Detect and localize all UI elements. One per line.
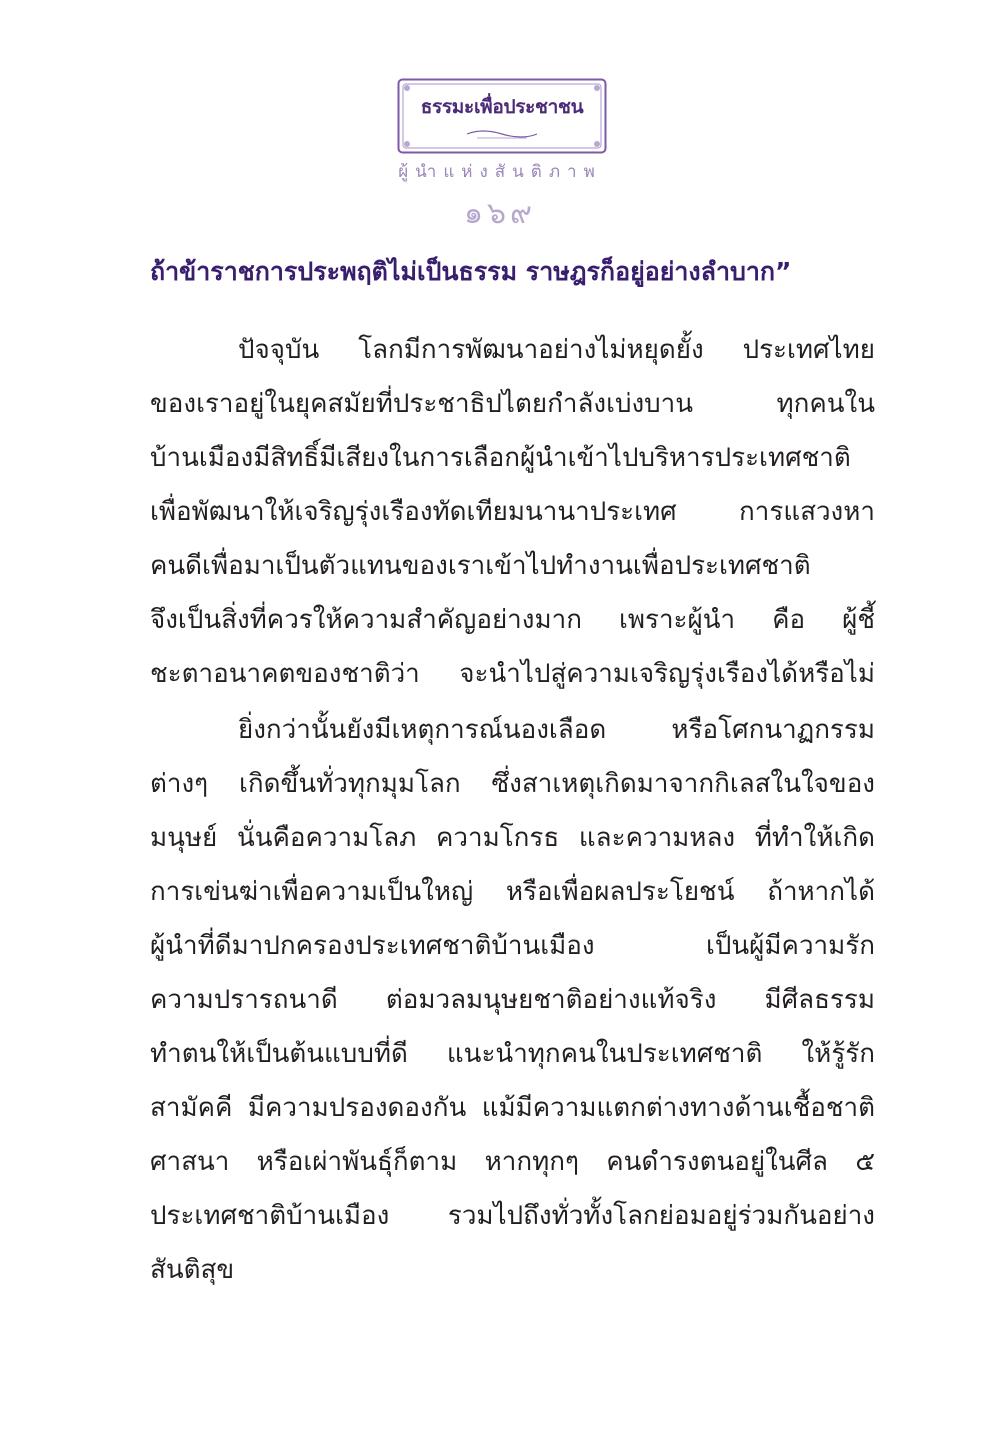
book-logo: [397, 78, 607, 154]
paragraph-line: ปัจจุบัน โลกมีการพัฒนาอย่างไม่หยุดยั้ง ประเทศไทย: [238, 335, 875, 365]
paragraph-line: สามัคคี มีความปรองดองกัน แม้มีความแตกต่างทางด้านเชื้อชาติ: [150, 1093, 875, 1123]
paragraph-line: ผู้นำที่ดีมาปกครองประเทศชาติบ้านเมือง เป็นผู้มีความรัก: [150, 931, 875, 961]
paragraph-line: ยิ่งกว่านั้นยังมีเหตุการณ์นองเลือด หรือโศกนาฏกรรม: [238, 715, 875, 745]
paragraph-line: จึงเป็นสิ่งที่ควรให้ความสำคัญอย่างมาก เพราะผู้นำ คือ ผู้ชี้: [150, 605, 875, 635]
paragraph-line: ชะตาอนาคตของชาติว่า จะนำไปสู่ความเจริญรุ่งเรืองได้หรือไม่: [150, 659, 875, 689]
paragraph-line: คนดีเพื่อมาเป็นตัวแทนของเราเข้าไปทำงานเพื่อประเทศชาติ: [150, 551, 811, 581]
quote-heading: ถ้าข้าราชการประพฤติไม่เป็นธรรม ราษฎรก็อยู่อย่างลำบาก”: [150, 257, 792, 286]
paragraph-2: [150, 703, 875, 1297]
paragraph-line: ต่างๆ เกิดขึ้นทั่วทุกมุมโลก ซึ่งสาเหตุเกิดมาจากกิเลสในใจของ: [150, 769, 875, 799]
paragraph-line: ของเราอยู่ในยุคสมัยที่ประชาธิปไตยกำลังเบ่งบาน ทุกคนใน: [150, 389, 875, 419]
paragraph-line: ทำตนให้เป็นต้นแบบที่ดี แนะนำทุกคนในประเทศชาติ ให้รู้รัก: [150, 1039, 875, 1069]
logo-title: ธรรมะเพื่อประชาชน: [420, 96, 584, 118]
paragraph-line: สันติสุข: [150, 1255, 235, 1285]
paragraph-line: บ้านเมืองมีสิทธิ์มีเสียงในการเลือกผู้นำเข้าไปบริหารประเทศชาติ: [150, 443, 851, 473]
paragraph-1: [150, 323, 875, 701]
running-header: ผู้นำแห่งสันติภาพ: [398, 162, 602, 182]
paragraph-line: การเข่นฆ่าเพื่อความเป็นใหญ่ หรือเพื่อผลประโยชน์ ถ้าหากได้: [150, 877, 875, 907]
paragraph-line: เพื่อพัฒนาให้เจริญรุ่งเรืองทัดเทียมนานาประเทศ การแสวงหา: [150, 497, 875, 527]
paragraph-line: ศาสนา หรือเผ่าพันธุ์ก็ตาม หากทุกๆ คนดำรงตนอยู่ในศีล ๕: [150, 1147, 875, 1177]
paragraph-line: มนุษย์ นั่นคือความโลภ ความโกรธ และความหลง ที่ทำให้เกิด: [150, 823, 875, 853]
paragraph-line: ความปรารถนาดี ต่อมวลมนุษยชาติอย่างแท้จริง มีศีลธรรม: [150, 985, 875, 1015]
page-number: ๑๖๙: [463, 196, 537, 231]
paragraph-line: ประเทศชาติบ้านเมือง รวมไปถึงทั่วทั้งโลกย่อมอยู่ร่วมกันอย่าง: [150, 1201, 875, 1231]
